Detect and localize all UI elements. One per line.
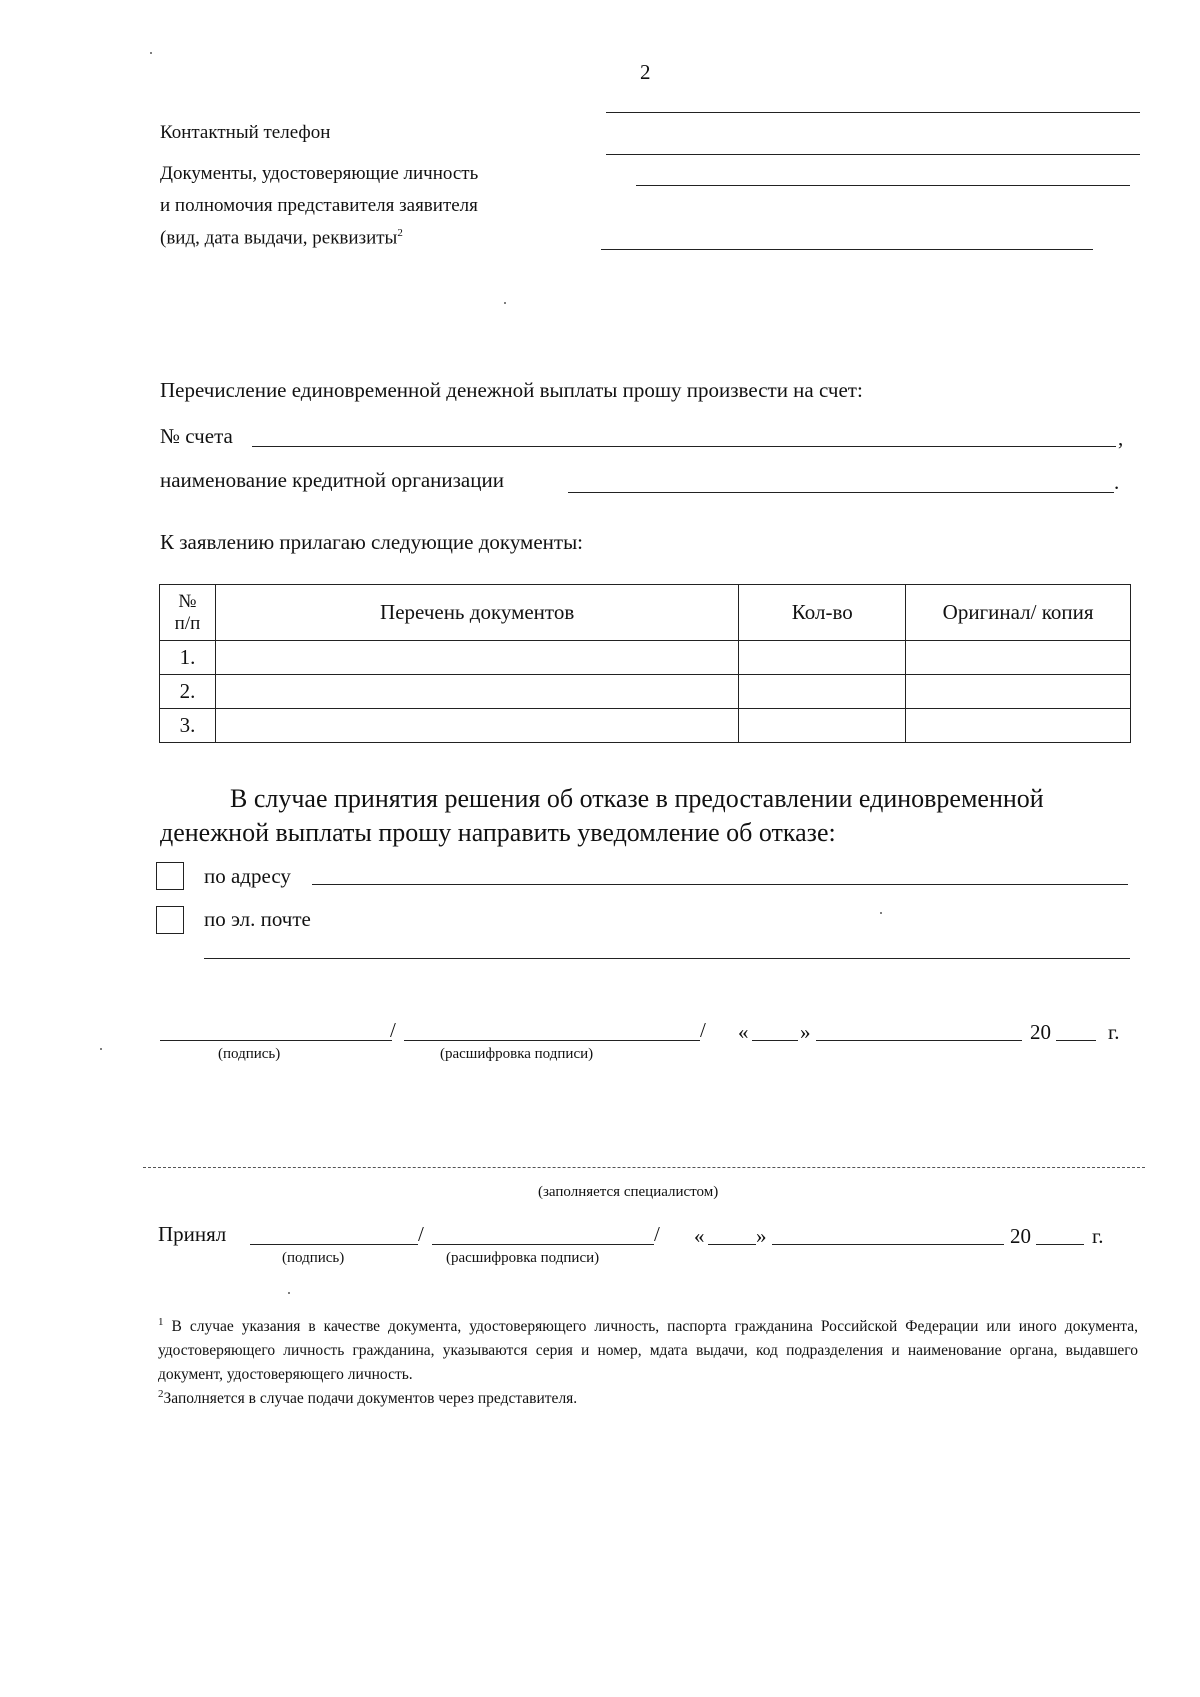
signature-slash: / xyxy=(390,1018,396,1042)
scan-speck xyxy=(504,302,506,304)
day-close-quote: » xyxy=(800,1020,811,1044)
document-cell[interactable] xyxy=(215,641,738,675)
specialist-day-open-quote: « xyxy=(694,1224,705,1248)
specialist-signature-caption: (подпись) xyxy=(282,1250,345,1266)
footnote-2-text: Заполняется в случае подачи документов через представителя. xyxy=(163,1390,578,1408)
id-documents-label-line3: (вид, дата выдачи, реквизиты$^2$ xyxy=(160,227,403,249)
year-line[interactable] xyxy=(1056,1040,1096,1041)
original-copy-cell[interactable] xyxy=(906,675,1131,709)
table-row xyxy=(160,675,1131,709)
specialist-slash: / xyxy=(418,1222,424,1246)
cut-line-divider xyxy=(143,1167,1145,1168)
original-copy-cell[interactable] xyxy=(906,709,1131,743)
bank-label: наименование кредитной организации xyxy=(160,468,504,492)
id-documents-label-line2: и полномочия представителя заявителя xyxy=(160,195,478,216)
bank-period: . xyxy=(1114,470,1120,494)
row-number: 2. xyxy=(160,675,216,709)
top-field-line[interactable] xyxy=(606,112,1140,113)
month-line[interactable] xyxy=(816,1040,1022,1041)
row-number: 1. xyxy=(160,641,216,675)
header-original-copy: Оригинал/ копия xyxy=(906,585,1131,641)
address-option-label: по адресу xyxy=(204,864,291,888)
scan-speck xyxy=(288,1292,290,1294)
header-quantity: Кол-во xyxy=(739,585,906,641)
specialist-decode-caption: (расшифровка подписи) xyxy=(446,1250,600,1266)
address-checkbox[interactable] xyxy=(156,862,184,890)
header-document-list: Перечень документов xyxy=(215,585,738,641)
account-comma: , xyxy=(1118,426,1124,450)
footnote-2-mark: 2 xyxy=(158,1388,164,1400)
day-line[interactable] xyxy=(752,1040,798,1041)
signature-slash-2: / xyxy=(700,1018,706,1042)
specialist-year-prefix: 20 xyxy=(1010,1224,1031,1248)
id-documents-details-line[interactable] xyxy=(601,249,1093,250)
year-suffix: г. xyxy=(1108,1020,1120,1044)
quantity-cell[interactable] xyxy=(739,641,906,675)
account-number-line[interactable] xyxy=(252,446,1116,447)
payment-intro: Перечисление единовременной денежной выплаты прошу произвести на счет: xyxy=(160,378,863,402)
table-row xyxy=(160,709,1131,743)
bank-name-line[interactable] xyxy=(568,492,1114,493)
footnote-1-mark: 1 xyxy=(158,1316,164,1328)
scan-speck xyxy=(880,912,882,914)
specialist-day-close-quote: » xyxy=(756,1224,767,1248)
footnote-1 xyxy=(158,1310,1138,1387)
attachments-intro: К заявлению прилагаю следующие документы: xyxy=(160,530,584,554)
table-header-row xyxy=(160,585,1131,641)
specialist-year-line[interactable] xyxy=(1036,1244,1084,1245)
account-label: № счета xyxy=(160,424,233,448)
row-number: 3. xyxy=(160,709,216,743)
header-number: № п/п xyxy=(160,585,216,641)
contact-phone-line[interactable] xyxy=(606,154,1140,155)
email-line[interactable] xyxy=(204,958,1130,959)
specialist-decode-line[interactable] xyxy=(432,1244,654,1245)
specialist-caption: (заполняется специалистом) xyxy=(538,1184,719,1200)
accepted-label: Принял xyxy=(158,1222,227,1246)
signature-line[interactable] xyxy=(160,1040,392,1041)
footnote-ref-2: 2 xyxy=(397,227,403,239)
table-row xyxy=(160,641,1131,675)
quantity-cell[interactable] xyxy=(739,709,906,743)
footnote-2 xyxy=(158,1382,1138,1411)
year-prefix: 20 xyxy=(1030,1020,1051,1044)
email-option-label: по эл. почте xyxy=(204,907,311,931)
specialist-signature-line[interactable] xyxy=(250,1244,418,1245)
contact-phone-label: Контактный телефон xyxy=(160,122,331,143)
footnote-1-text: В случае указания в качестве документа, удостоверяющего личность, паспорта гражданина Российской Федерации или иного документа, удостоверяющего личность гражданина, указываются серия и номер, мдата выдачи, код подразделения и наименование органа, выдавшего документ, удостоверяющего личность. xyxy=(158,1318,1138,1384)
day-open-quote: « xyxy=(738,1020,749,1044)
email-checkbox[interactable] xyxy=(156,906,184,934)
specialist-year-suffix: г. xyxy=(1092,1224,1104,1248)
quantity-cell[interactable] xyxy=(739,675,906,709)
specialist-day-line[interactable] xyxy=(708,1244,756,1245)
id-documents-line[interactable] xyxy=(636,185,1130,186)
documents-table xyxy=(159,584,1131,743)
signature-caption: (подпись) xyxy=(218,1046,281,1062)
original-copy-cell[interactable] xyxy=(906,641,1131,675)
page-number: 2 xyxy=(640,60,651,84)
scan-speck xyxy=(100,1048,102,1050)
document-cell[interactable] xyxy=(215,709,738,743)
specialist-month-line[interactable] xyxy=(772,1244,1004,1245)
scan-speck xyxy=(150,52,152,54)
signature-decode-caption: (расшифровка подписи) xyxy=(440,1046,594,1062)
specialist-slash-2: / xyxy=(654,1222,660,1246)
refusal-text-line2: денежной выплаты прошу направить уведомление об отказе: xyxy=(160,818,836,847)
refusal-text-line1: В случае принятия решения об отказе в предоставлении единовременной xyxy=(230,784,1044,813)
signature-decode-line[interactable] xyxy=(404,1040,700,1041)
id-documents-label-line1: Документы, удостоверяющие личность xyxy=(160,163,479,184)
address-line[interactable] xyxy=(312,884,1128,885)
document-cell[interactable] xyxy=(215,675,738,709)
